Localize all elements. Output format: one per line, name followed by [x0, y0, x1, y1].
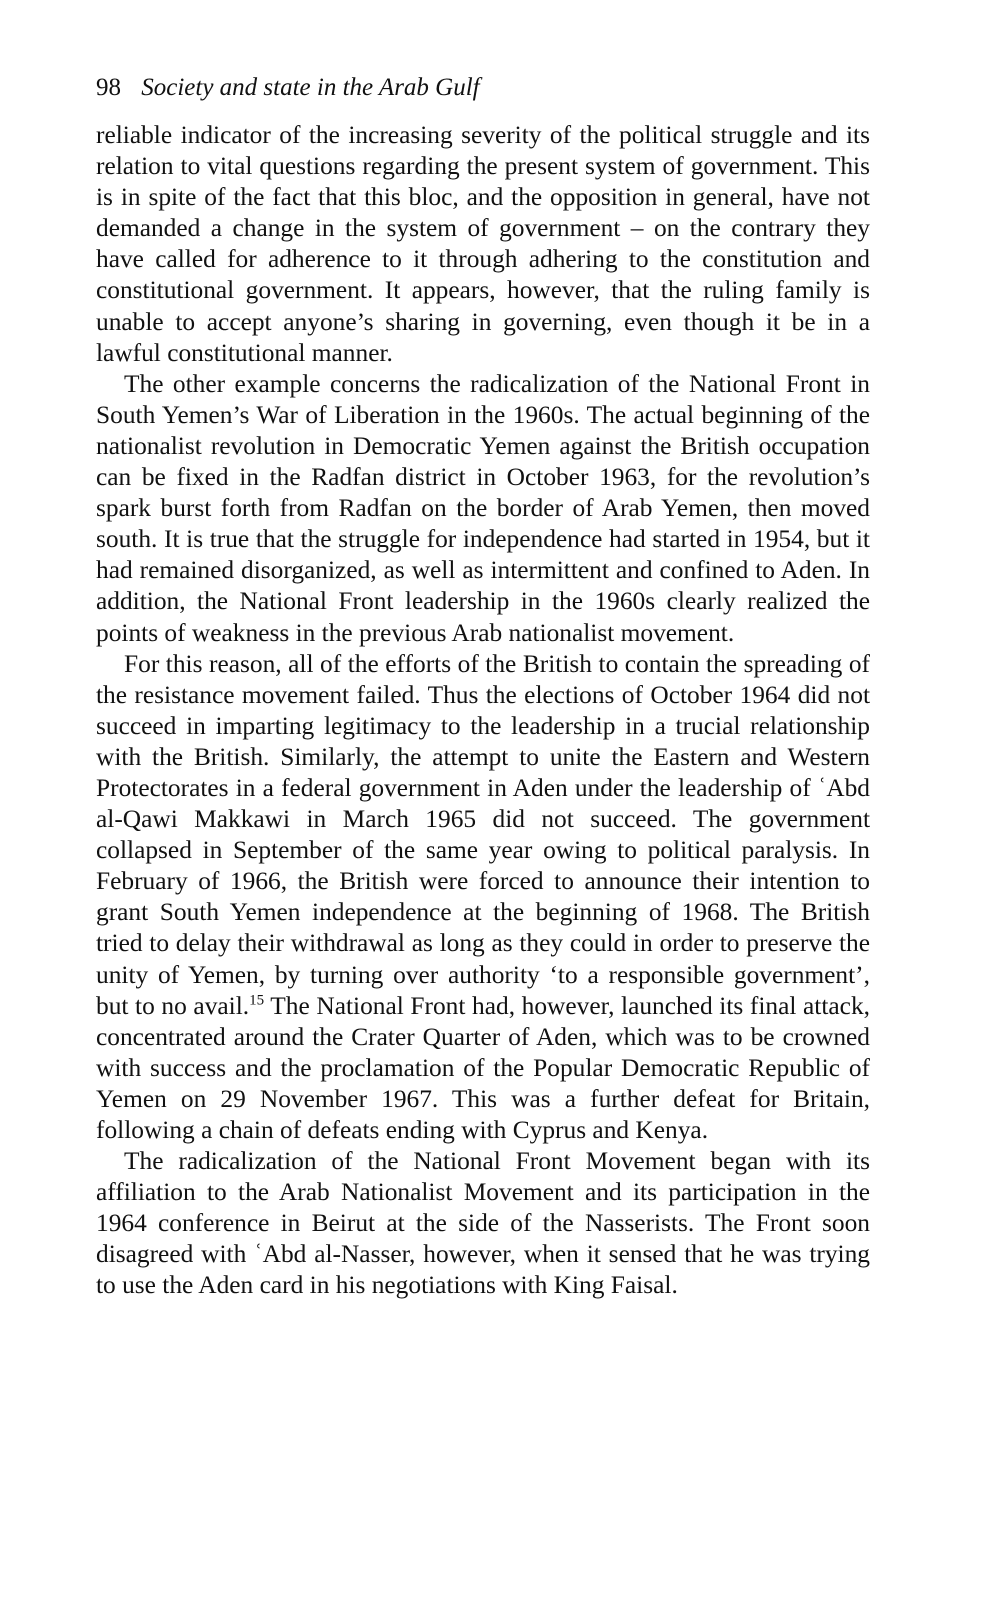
- paragraph-3-text-after-note: The National Front had, however, launched its final attack, concentrated around the Crater Quarter of Aden, which was to be crowned with success and the proclamation of the Popular Democratic Republic of Yemen on 29 November 1967. This was a further defeat for Britain, following a chain of defeats ending with Cyprus and Kenya.: [96, 991, 870, 1144]
- paragraph-3: [96, 649, 870, 1147]
- paragraph-2: The other example concerns the radicalization of the National Front in South Yemen’s War of Liberation in the 1960s. The actual beginning of the nationalist revolution in Democratic Yemen against the British occupation can be fixed in the Radfan district in October 1963, for the revolution’s spark burst forth from Radfan on the border of Arab Yemen, then moved south. It is true that the struggle for independence had started in 1954, but it had remained disorganized, as well as intermittent and confined to Aden. In addition, the National Front leadership in the 1960s clearly realized the points of weakness in the previous Arab nationalist movement.: [96, 369, 870, 647]
- footnote-marker: 15: [249, 992, 265, 1009]
- body-text: [96, 120, 870, 1302]
- paragraph-3-text-before-note: For this reason, all of the efforts of the British to contain the spreading of the resistance movement failed. Thus the elections of October 1964 did not succeed in imparting legitimacy to the leadership in a trucial relationship with the British. Similarly, the attempt to unite the Eastern and Western Protectorates in a federal government in Aden under the leadership of ʿAbd al-Qawi Makkawi in March 1965 did not succeed. The government collapsed in September of the same year owing to political paralysis. In February of 1966, the British were forced to announce their intention to grant South Yemen independence at the beginning of 1968. The British tried to delay their withdrawal as long as they could in order to preserve the unity of Yemen, by turning over authority ‘to a responsible government’, but to no avail.: [96, 649, 870, 1020]
- running-title: Society and state in the Arab Gulf: [141, 74, 480, 101]
- paragraph-4: The radicalization of the National Front Movement began with its affiliation to the Arab Nationalist Movement and its participation in the 1964 conference in Beirut at the side of the Nasserists. The Front soon disagreed with ʿAbd al-Nasser, however, when it sensed that he was trying to use the Aden card in his negotiations with King Faisal.: [96, 1147, 870, 1300]
- paragraph-1: reliable indicator of the increasing severity of the political struggle and its relation to vital questions regarding the present system of government. This is in spite of the fact that this bloc, and the opposition in general, have not demanded a change in the system of government – on the contrary they have called for adherence to it through adhering to the constitution and constitutional government. It appears, however, that the ruling family is unable to accept anyone’s sharing in governing, even though it be in a lawful constitutional manner.: [96, 121, 870, 367]
- running-header: [96, 74, 480, 102]
- page-number: 98: [96, 74, 121, 101]
